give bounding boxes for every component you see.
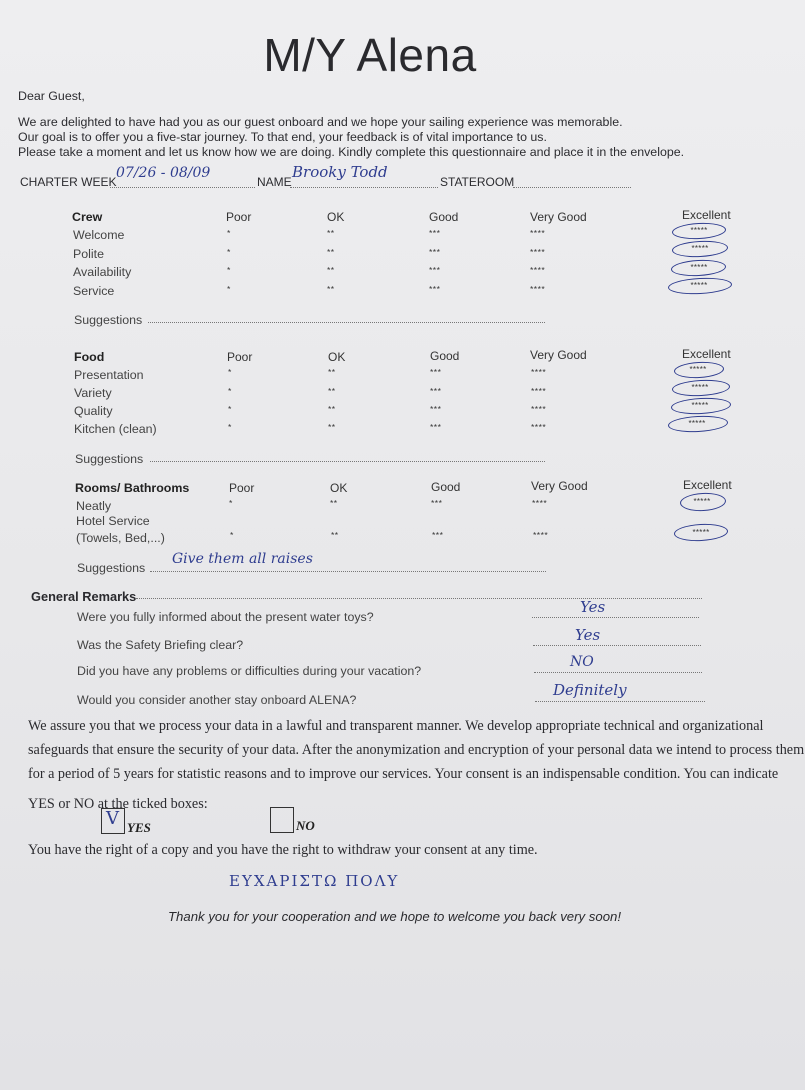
consent-no-label: NO [296,818,315,833]
charter-week-value[interactable]: 07/26 - 08/09 [116,165,211,181]
stateroom-label: STATEROOM [440,175,515,189]
answer-line[interactable] [532,617,699,618]
section-heading-crew: Crew [72,210,103,224]
section-heading-rooms: Rooms/ Bathrooms [75,481,190,495]
item-label: Neatly [76,499,112,513]
col-poor: Poor [226,210,252,224]
rating-excellent[interactable]: ***** [693,497,711,506]
suggestions-label-rooms: Suggestions [77,561,146,575]
rating-good[interactable]: *** [429,265,441,275]
rating-ok[interactable]: ** [328,386,336,396]
rating-excellent[interactable]: ***** [690,226,708,235]
handwritten-signature: ΕΥΧΑΡΙΣΤΩ ΠΟΛΥ [229,872,400,890]
answer-another-stay: Definitely [553,681,627,699]
rating-very-good[interactable]: **** [531,404,547,414]
intro-line-2: Our goal is to offer you a five-star journey. To that end, your feedback is of vital importance to us. [18,130,547,144]
question-safety-briefing: Was the Safety Briefing clear? [77,638,244,652]
col-poor: Poor [227,350,253,364]
rating-poor[interactable]: * [228,367,232,377]
item-label: Presentation [74,368,144,382]
rating-poor[interactable]: * [228,404,232,414]
rating-very-good[interactable]: **** [530,247,546,257]
rating-good[interactable]: *** [430,404,442,414]
rating-poor[interactable]: * [227,247,231,257]
item-label: Service [73,284,115,298]
rating-ok[interactable]: ** [328,367,336,377]
rating-very-good[interactable]: **** [532,498,548,508]
col-very-good: Very Good [531,479,588,493]
item-label: Kitchen (clean) [74,422,157,436]
privacy-line-2: safeguards that ensure the security of your data. After the anonymization and encryption of your personal data we intend to process them [28,742,805,758]
rating-poor[interactable]: * [230,530,234,540]
rating-poor[interactable]: * [227,228,231,238]
item-label: Availability [73,265,132,279]
rating-very-good[interactable]: **** [530,228,546,238]
answer-line[interactable] [533,645,701,646]
rating-very-good[interactable]: **** [530,284,546,294]
rating-good[interactable]: *** [430,367,442,377]
privacy-line-3: for a period of 5 years for statistic reasons and to improve our services. Your consent is an indispensable condition. You can indicate [28,766,779,782]
item-label: Hotel Service [76,514,150,528]
rating-poor[interactable]: * [228,422,232,432]
question-water-toys: Were you fully informed about the present water toys? [77,610,374,624]
rating-good[interactable]: *** [429,284,441,294]
check-mark: V [106,808,119,829]
answer-problems: NO [570,654,594,670]
item-label: Variety [74,386,112,400]
answer-water-toys: Yes [580,598,606,616]
rating-very-good[interactable]: **** [531,386,547,396]
rating-very-good[interactable]: **** [531,367,547,377]
privacy-line-1: We assure you that we process your data in a lawful and transparent manner. We develop appropriate technical and organizational [28,718,764,734]
item-label: Polite [73,247,104,261]
col-excellent: Excellent [682,208,731,222]
col-ok: OK [328,350,346,364]
suggestions-value-rooms: Give them all raises [172,551,313,567]
item-label: (Towels, Bed,...) [76,531,165,545]
charter-week-line [110,187,255,188]
rating-poor[interactable]: * [229,498,233,508]
col-good: Good [429,210,459,224]
name-value[interactable]: Brooky Todd [292,163,388,181]
general-remarks-line[interactable] [136,598,702,599]
col-good: Good [431,480,461,494]
rating-good[interactable]: *** [432,530,444,540]
question-another-stay: Would you consider another stay onboard ALENA? [77,693,357,707]
rating-poor[interactable]: * [228,386,232,396]
rating-ok[interactable]: ** [328,422,336,432]
name-line [290,187,438,188]
col-ok: OK [330,481,348,495]
rating-ok[interactable]: ** [327,228,335,238]
suggestions-line-food[interactable] [150,461,545,462]
answer-line[interactable] [535,701,705,702]
rating-ok[interactable]: ** [330,498,338,508]
page-title: M/Y Alena [263,29,477,81]
rating-excellent[interactable]: ***** [688,419,706,428]
item-label: Welcome [73,228,125,242]
intro-line-1: We are delighted to have had you as our guest onboard and we hope your sailing experience was memorable. [18,115,623,129]
rating-excellent[interactable]: ***** [690,281,708,290]
rating-very-good[interactable]: **** [531,422,547,432]
rating-ok[interactable]: ** [331,530,339,540]
rating-good[interactable]: *** [430,422,442,432]
consent-no-checkbox[interactable] [270,807,294,833]
suggestions-label-food: Suggestions [75,452,144,466]
rating-good[interactable]: *** [431,498,443,508]
rating-ok[interactable]: ** [327,284,335,294]
stateroom-line[interactable] [513,187,631,188]
charter-week-label: CHARTER WEEK [20,175,117,189]
rating-very-good[interactable]: **** [530,265,546,275]
rating-excellent[interactable]: ***** [689,365,707,374]
rating-excellent[interactable]: ***** [692,528,710,537]
section-heading-food: Food [74,350,105,364]
rating-excellent[interactable]: ***** [690,263,708,272]
greeting: Dear Guest, [18,89,85,103]
rating-good[interactable]: *** [429,247,441,257]
privacy-line-4: YES or NO at the ticked boxes: [28,796,208,812]
col-very-good: Very Good [530,348,587,362]
col-excellent: Excellent [682,347,731,361]
rating-excellent[interactable]: ***** [691,401,709,410]
rating-ok[interactable]: ** [327,247,335,257]
suggestions-line-rooms[interactable] [150,571,546,572]
consent-yes-label: YES [127,820,151,835]
rating-ok[interactable]: ** [327,265,335,275]
col-poor: Poor [229,481,255,495]
rating-excellent[interactable]: ***** [691,244,709,253]
answer-safety-briefing: Yes [575,626,601,644]
rating-poor[interactable]: * [227,284,231,294]
rights-text: You have the right of a copy and you have the right to withdraw your consent at any time. [28,842,538,858]
suggestions-line-crew[interactable] [148,322,545,323]
suggestions-label-crew: Suggestions [74,313,143,327]
col-very-good: Very Good [530,210,587,224]
item-label: Quality [74,404,113,418]
col-good: Good [430,349,460,363]
intro-line-3: Please take a moment and let us know how we are doing. Kindly complete this questionnaire and place it in the envelope. [18,145,685,159]
name-label: NAME [257,175,292,189]
col-ok: OK [327,210,345,224]
rating-very-good[interactable]: **** [533,530,549,540]
answer-line[interactable] [534,672,702,673]
rating-good[interactable]: *** [430,386,442,396]
rating-good[interactable]: *** [429,228,441,238]
rating-ok[interactable]: ** [328,404,336,414]
question-problems: Did you have any problems or difficulties during your vacation? [77,664,422,678]
rating-poor[interactable]: * [227,265,231,275]
closing-message: Thank you for your cooperation and we hope to welcome you back very soon! [168,909,622,924]
rating-excellent[interactable]: ***** [691,383,709,392]
general-remarks-heading: General Remarks [31,589,137,604]
col-excellent: Excellent [683,478,732,492]
